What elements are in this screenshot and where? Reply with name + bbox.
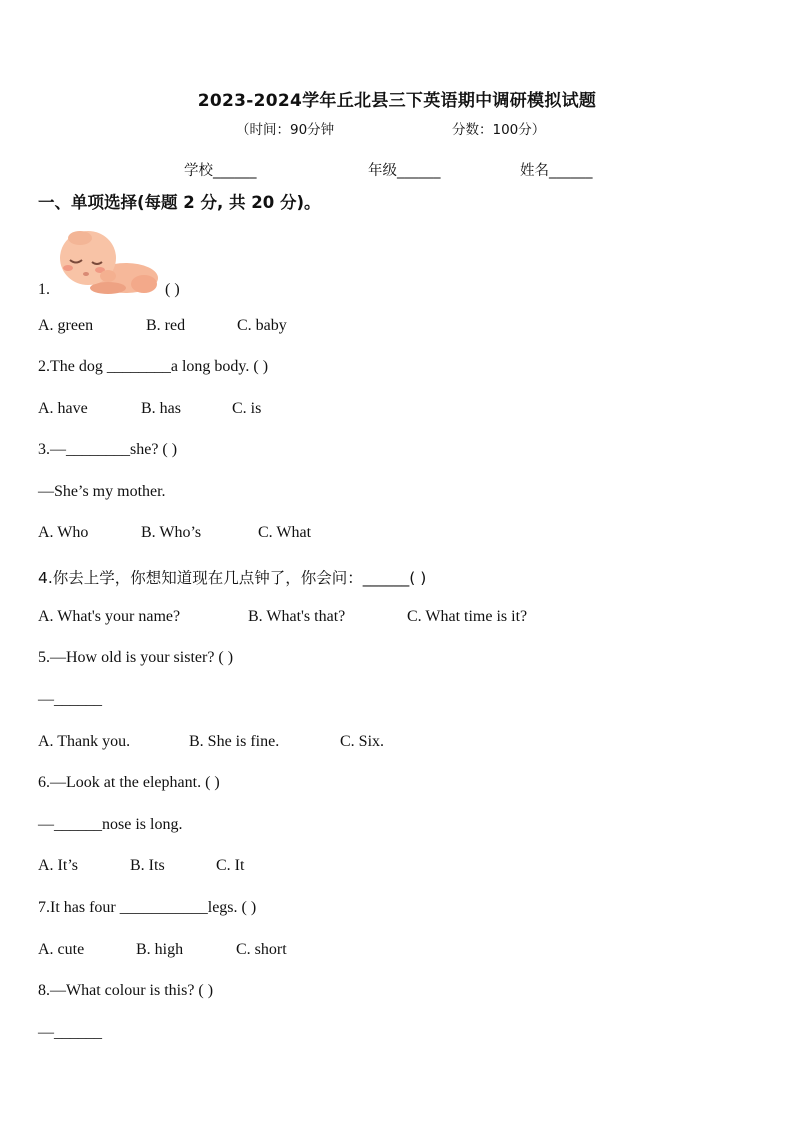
question-8: 8.—What colour is this? ( ) <box>38 982 214 999</box>
school-field: 学校______ <box>184 163 257 179</box>
option-c: C. Six. <box>340 733 385 750</box>
name-field: 姓名______ <box>520 163 593 179</box>
page-title: 2023-2024学年丘北县三下英语期中调研模拟试题 <box>197 91 597 111</box>
option-c: C. What <box>258 524 312 541</box>
question-2: 2.The dog ________a long body. ( ) <box>38 358 269 375</box>
exam-time: （时间：90分钟 <box>236 122 335 138</box>
option-a: A. have <box>38 400 88 417</box>
question-3-reply: —She’s my mother. <box>38 483 166 500</box>
option-a: A. Who <box>38 524 89 541</box>
option-c: C. short <box>236 941 287 958</box>
option-b: B. has <box>141 400 181 417</box>
option-a: A. cute <box>38 941 85 958</box>
question-5: 5.—How old is your sister? ( ) <box>38 649 234 666</box>
question-6-reply: —______nose is long. <box>38 816 183 833</box>
option-b: B. high <box>136 941 184 958</box>
option-b: B. She is fine. <box>189 733 280 750</box>
option-b: B. red <box>146 317 186 334</box>
option-c: C. It <box>216 857 245 874</box>
question-4: 4.你去上学，你想知道现在几点钟了，你会问：______( ) <box>38 569 427 587</box>
option-b: B. What's that? <box>248 608 346 625</box>
option-c: C. What time is it? <box>407 608 528 625</box>
option-c: C. baby <box>237 317 287 334</box>
option-c: C. is <box>232 400 262 417</box>
section-heading: 一、单项选择(每题 2 分, 共 20 分)。 <box>38 193 321 212</box>
exam-score: 分数：100分） <box>452 122 546 138</box>
question-3: 3.—________she? ( ) <box>38 441 178 458</box>
question-5-reply: —______ <box>38 691 102 708</box>
question-1-answer-blank: ( ) <box>165 281 180 298</box>
question-1-number: 1. <box>38 281 50 298</box>
grade-field: 年级______ <box>368 163 441 179</box>
question-6: 6.—Look at the elephant. ( ) <box>38 774 220 791</box>
option-a: A. What's your name? <box>38 608 181 625</box>
option-a: A. It’s <box>38 857 78 874</box>
option-b: B. Its <box>130 857 165 874</box>
option-a: A. green <box>38 317 94 334</box>
option-a: A. Thank you. <box>38 733 131 750</box>
question-8-reply: —______ <box>38 1024 102 1041</box>
sleeping-baby-image <box>56 228 160 298</box>
option-b: B. Who’s <box>141 524 202 541</box>
question-7: 7.It has four ___________legs. ( ) <box>38 899 257 916</box>
